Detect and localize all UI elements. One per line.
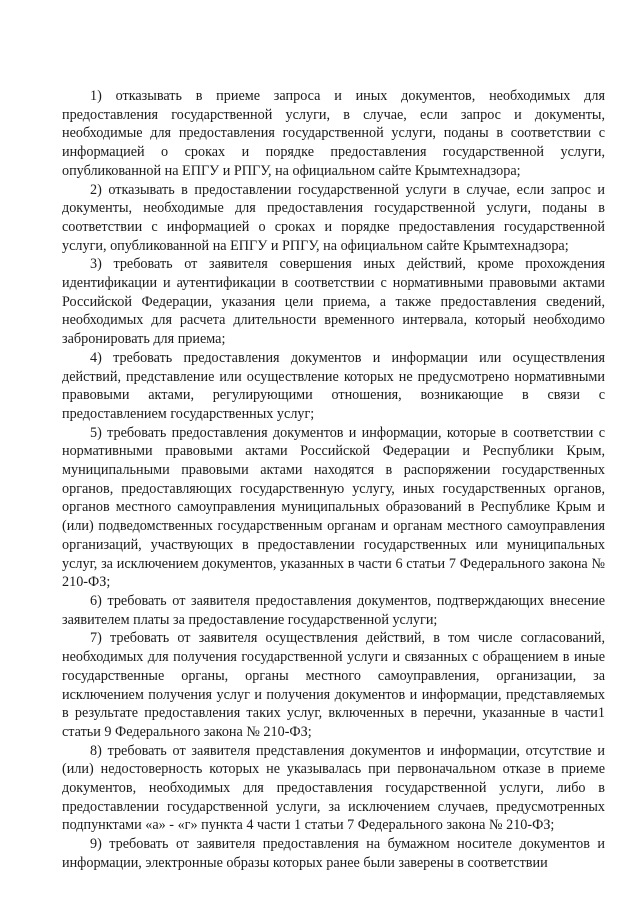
paragraph-item-2: 2) отказывать в предоставлении государственной услуги в случае, если запрос и документы, необходимые для предоставления государственной услуги, поданы в соответствии с информацией о сроках и порядке предоставления государственной услуги, опубликованной на ЕПГУ и РПГУ, на официальном сайте Крымтехнадзора; bbox=[62, 181, 605, 254]
paragraph-item-1: 1) отказывать в приеме запроса и иных документов, необходимых для предоставления государственной услуги, в случае, если запрос и документы, необходимые для предоставления государственной услуги, поданы в соответствии с информацией о сроках и порядке предоставления государственной услуги, опубликованной на ЕПГУ и РПГУ, на официальном сайте Крымтехнадзора; bbox=[62, 88, 605, 179]
paragraph-item-9: 9) требовать от заявителя предоставления на бумажном носителе документов и информации, электронные образы которых ранее были заверены в соответствии bbox=[62, 836, 605, 871]
paragraph-item-3: 3) требовать от заявителя совершения иных действий, кроме прохождения идентификации и аутентификации в соответствии с нормативными правовыми актами Российской Федерации, указания цели приема, а также предоставления сведений, необходимых для расчета длительности временного интервала, который необходимо забронировать для приема; bbox=[62, 256, 605, 348]
paragraph-item-6: 6) требовать от заявителя предоставления документов, подтверждающих внесение заявителем платы за предоставление государственной услуги; bbox=[62, 592, 605, 628]
paragraph-item-7: 7) требовать от заявителя осуществления действий, в том числе согласований, необходимых для получения государственной услуги и связанных с обращением в иные государственные органы, органы местного самоуправления, организации, за исключением получения услуг и получения документов и информации, представляемых в результате предоставления таких услуг, включенных в перечни, указанные в части1 статьи 9 Федерального закона № 210-ФЗ; bbox=[62, 630, 605, 740]
paragraph-item-4: 4) требовать предоставления документов и информации или осуществления действий, представление или осуществление которых не предусмотрено нормативными правовыми актами, регулирующими отношения, возникающие в связи с предоставлением государственных услуг; bbox=[62, 349, 605, 422]
paragraph-item-8: 8) требовать от заявителя представления документов и информации, отсутствие и (или) недостоверность которых не указывалась при первоначальном отказе в приеме документов, необходимых для предоставления государственной услуги, либо в предоставлении государственной услуги, за исключением случаев, предусмотренных подпунктами «а» - «г» пункта 4 части 1 статьи 7 Федерального закона № 210-ФЗ; bbox=[62, 742, 605, 834]
paragraph-item-5: 5) требовать предоставления документов и информации, которые в соответствии с нормативными правовыми актами Российской Федерации и Республики Крым, муниципальными правовыми актами находятся в распоряжении государственных органов, предоставляющих государственную услугу, иных государственных органов, органов местного самоуправления муниципальных образований в Республике Крым и (или) подведомственных государственным органам и органам местного самоуправления организаций, участвующих в предоставлении государственных или муниципальных услуг, за исключением документов, указанных в части 6 статьи 7 Федерального закона № 210-ФЗ; bbox=[62, 424, 605, 591]
document-body bbox=[62, 87, 605, 873]
